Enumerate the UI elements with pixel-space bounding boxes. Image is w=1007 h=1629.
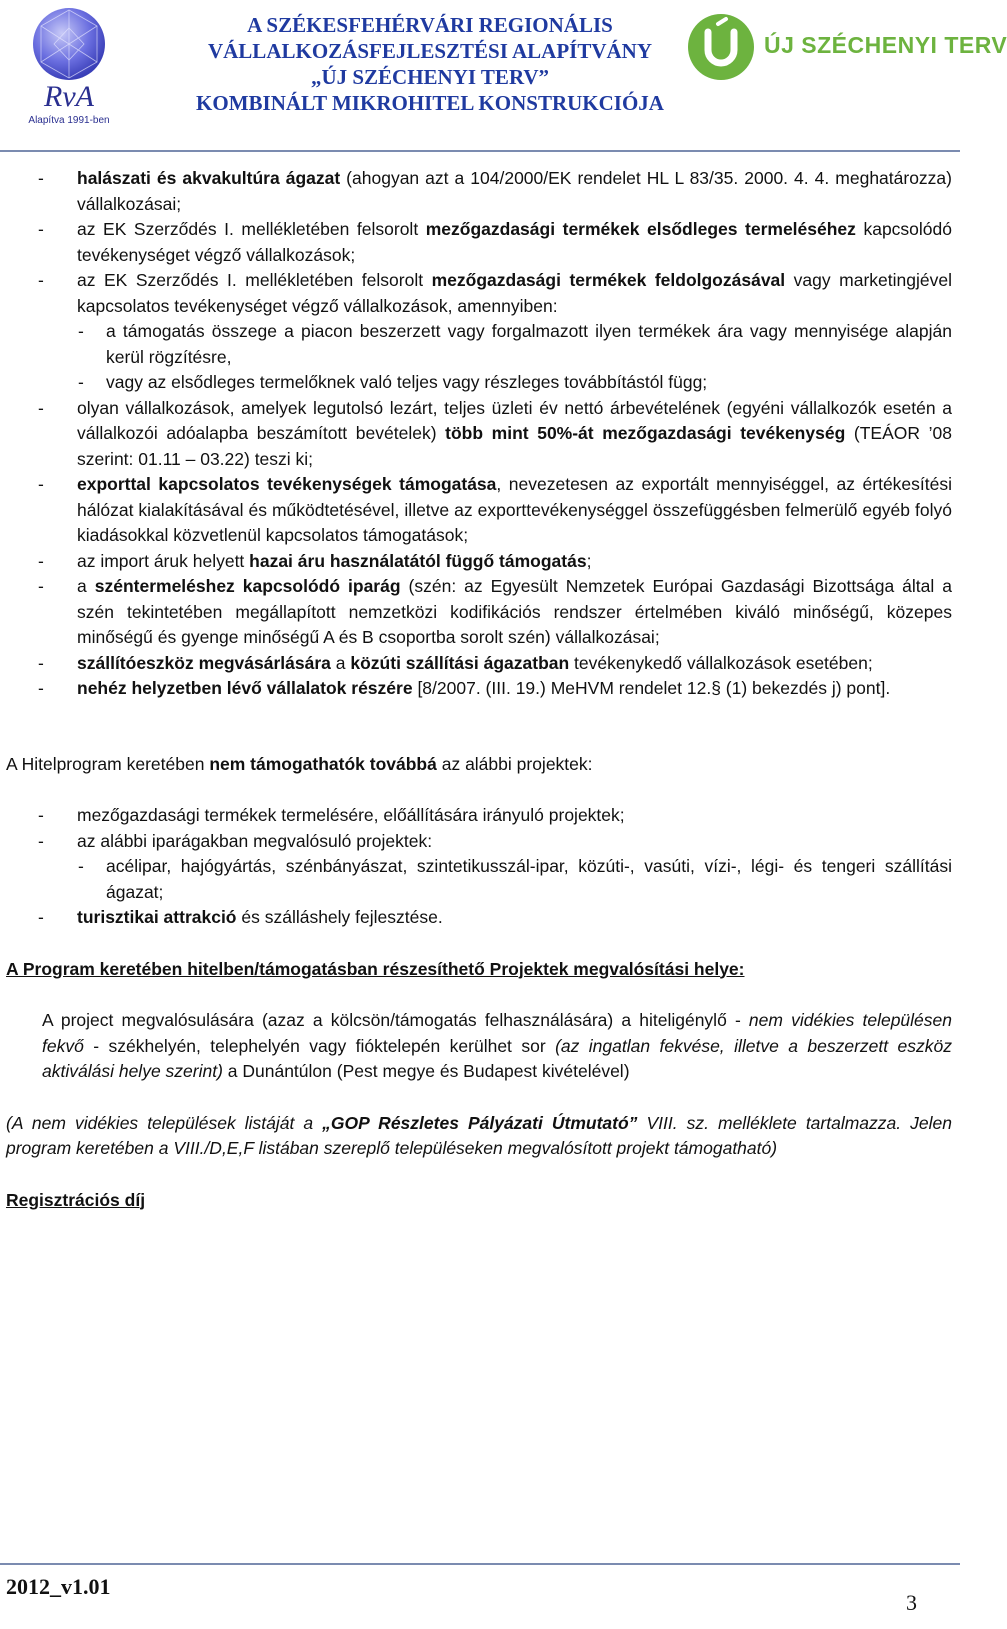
list-item: - olyan vállalkozások, amelyek legutolsó lezárt, teljes üzleti év nettó árbevételének (egyéni vállalkozók esetén a vállalkozói adóalapba beszámított bevételek) több mint 50%-át mezőgazdasági tevékenység (TEÁOR ’08 szerint: 01.11 – 03.22) teszi ki;	[38, 397, 952, 469]
list-item: - turisztikai attrakció és szálláshely fejlesztése.	[38, 907, 443, 927]
sub-list-item: - a támogatás összege a piacon beszerzett vagy forgalmazott ilyen termékek ára vagy mennyisége alapján kerül rögzítésre,	[78, 321, 952, 367]
paragraph-hitelprogram: A Hitelprogram keretében nem támogathatók továbbá az alábbi projektek:	[6, 753, 593, 774]
document-version: 2012_v1.01	[6, 1574, 111, 1599]
section-heading-helye: A Program keretében hitelben/támogatásban részesíthető Projektek megvalósítási helye:	[6, 958, 745, 979]
sub-list-item: - vagy az elsődleges termelőknek való teljes vagy részleges továbbítástól függ;	[78, 372, 708, 392]
szechenyi-terv-logo: ÚJ SZÉCHENYI TERV	[688, 14, 948, 84]
list-item: - mezőgazdasági termékek termelésére, előállítására irányuló projektek;	[38, 805, 625, 825]
svg-text:RvA: RvA	[44, 80, 94, 113]
list-item: - az import áruk helyett hazai áru használatától függő támogatás;	[38, 550, 592, 571]
list-item: - az alábbi iparágakban megvalósuló projektek:	[38, 830, 433, 851]
sub-list-item: - acélipar, hajógyártás, szénbányászat, szintetikusszál-ipar, közúti-, vasúti, vízi-, légi- és tengeri szállítási ágazat;	[78, 856, 952, 902]
paragraph-gop: (A nem vidékies települések listáját a „GOP Részletes Pályázati Útmutató” VIII. sz. melléklete tartalmazza. Jelen program keretében a VIII./D,E,F listában szereplő településeken megvalósított projekt támogatható)	[6, 1112, 952, 1158]
header-divider	[0, 150, 960, 152]
rva-logo	[22, 6, 117, 128]
document-body	[6, 166, 952, 1213]
list-item: - a széntermeléshez kapcsolódó iparág (szén: az Egyesült Nemzetek Európai Gazdasági Bizottsága által a szén tekintetében megállapított nemzetközi kodifikációs rendszer értelmében kiváló minőségű, közepes minőségű és gyenge minőségű A és B csoportba sorolt szén) vállalkozásai;	[38, 576, 952, 647]
list-item: - halászati és akvakultúra ágazat (ahogyan azt a 104/2000/EK rendelet HL L 83/35. 2000. 4. 4. meghatározza) vállalkozásai;	[38, 168, 952, 214]
page-number: 3	[906, 1590, 917, 1615]
list-item: - nehéz helyzetben lévő vállalatok részére [8/2007. (III. 19.) MeHVM rendelet 12.§ (1) bekezdés j) pont].	[38, 678, 891, 698]
svg-text:Alapítva 1991-ben: Alapítva 1991-ben	[28, 115, 110, 126]
section-heading-regisztracio: Regisztrációs díj	[6, 1189, 146, 1210]
list-item: - szállítóeszköz megvásárlására a közúti szállítási ágazatban tevékenykedő vállalkozások esetében;	[38, 652, 873, 673]
paragraph-helye: A project megvalósulására (azaz a kölcsön/támogatás felhasználására) a hiteligénylő - nem vidékies településen fekvő - székhelyén, telephelyén vagy fióktelepén kerülhet sor (az ingatlan fekvése, illetve a beszerzett eszköz aktiválási helye szerint) a Dunántúlon (Pest megye és Budapest kivételével)	[42, 1010, 952, 1081]
list-item: - exporttal kapcsolatos tevékenységek támogatása, nevezetesen az exportált mennyiséggel, az értékesítési hálózat kialakításával és működtetésével, illetve az exporttevékenységgel összefüggésben felmerülő egyéb folyó kiadásokkal közvetlenül kapcsolatos támogatások;	[38, 474, 953, 545]
szechenyi-emblem-icon	[688, 14, 754, 80]
page-header	[0, 0, 1007, 140]
list-item: - az EK Szerződés I. mellékletében felsorolt mezőgazdasági termékek feldolgozásával vagy marketingjével kapcsolatos tevékenységet végző vállalkozások, amennyiben:	[38, 270, 952, 316]
list-item: - az EK Szerződés I. mellékletében felsorolt mezőgazdasági termékek elsődleges termeléséhez kapcsolódó tevékenységet végző vállalkozások;	[38, 219, 952, 265]
footer-divider	[0, 1563, 960, 1565]
header-title: A SZÉKESFEHÉRVÁRI REGIONÁLIS VÁLLALKOZÁSFEJLESZTÉSI ALAPÍTVÁNY „ÚJ SZÉCHENYI TERV” KOMBINÁLT MIKROHITEL KONSTRUKCIÓJA	[196, 13, 664, 115]
